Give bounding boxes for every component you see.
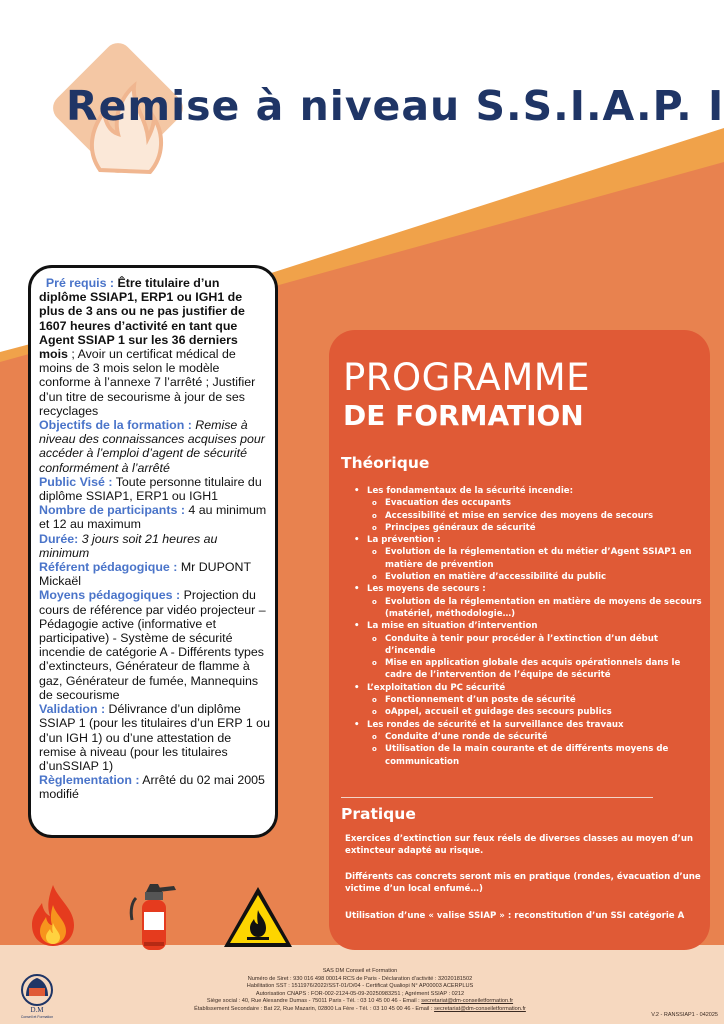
footer-siege bbox=[60, 998, 660, 1006]
theorique-item: • Les rondes de sécurité et la surveillance des travaux bbox=[341, 719, 703, 731]
programme-heading-2: DE FORMATION bbox=[343, 399, 584, 432]
prerequis-rest: ; Avoir un certificat médical de moins de 3 mois selon le modèle conforme à l’annexe 7 l’arrêté ; Justifier d’un titre de secourisme à jour de ses recyclages bbox=[39, 347, 256, 418]
objectifs-label: Objectifs de la formation : bbox=[39, 418, 192, 433]
pratique-paragraph-3: Utilisation d’une « valise SSIAP » : reconstitution d’un SSI catégorie A bbox=[345, 911, 685, 921]
footer-info bbox=[60, 968, 660, 1014]
logo-text: D.M bbox=[30, 1006, 44, 1014]
theorique-subitem: o Evacuation des occupants bbox=[341, 497, 703, 509]
document-version: V.2 - RANSSIAP1 - 042025 bbox=[651, 1012, 718, 1018]
logo-subtext: Conseil et Formation bbox=[20, 1015, 54, 1019]
referent-text: Mr DUPONT Mickaël bbox=[39, 560, 251, 589]
theorique-subitem: o Fonctionnement d’un poste de sécurité bbox=[341, 694, 703, 706]
objectifs-block bbox=[39, 418, 270, 475]
footer-siret: Numéro de Siret : 930 016 498 00014 RCS de Paris - Déclaration d’activité : 32020181502 bbox=[247, 975, 473, 982]
flammable-warning-icon bbox=[222, 884, 294, 950]
footer-secondaire bbox=[60, 1006, 660, 1014]
prerequis-bold: Être titulaire d’un diplôme SSIAP1, ERP1 ou IGH1 de plus de 3 ans ou ne pas justifier de 1607 heures d’activité en tant que Agent SSIAP 1 sur les 36 derniers mois bbox=[39, 276, 245, 362]
theorique-subitem: o Conduite à tenir pour procéder à l’extinction d’un début d’incendie bbox=[341, 633, 703, 658]
theorique-item: • La mise en situation d’intervention bbox=[341, 620, 703, 632]
prerequis-block bbox=[39, 276, 270, 418]
moyens-text: Projection du cours de référence par vidéo projecteur – Pédagogie active (informative et participative) - Système de sécurité incendie de catégorie A - Différents types d’extincteurs, Générateur de flamme à gaz, Générateur de fumée, Mannequins de secourisme bbox=[39, 588, 266, 702]
prerequis-label: Pré requis : bbox=[45, 276, 115, 290]
public-block bbox=[39, 475, 270, 503]
footer-siege-text: Siège social : 40, Rue Alexandre Dumas - 75011 Paris - Tél. : 03 10 45 00 46 - Email : bbox=[206, 998, 420, 1005]
theorique-item: • La prévention : bbox=[341, 534, 703, 546]
theorique-subitem: o Evolution de la réglementation et du métier d’Agent SSIAP1 en matière de prévention bbox=[341, 546, 703, 571]
footer-secondaire-email[interactable]: secretariat@dm-conseiletformation.fr bbox=[434, 1005, 526, 1012]
moyens-block bbox=[39, 588, 270, 702]
objectifs-text: Remise à niveau des connaissances acquises pour accéder à l’emploi d’agent de sécurité conformément à l’arrêté bbox=[39, 418, 265, 475]
theorique-subitem: o oAppel, accueil et guidage des secours publics bbox=[341, 706, 703, 718]
duree-label: Durée: bbox=[39, 531, 79, 546]
pratique-paragraph-2: Différents cas concrets seront mis en pratique (rondes, évacuation d’une victime d’un local enfumé…) bbox=[345, 872, 701, 895]
company-logo bbox=[17, 972, 57, 1020]
page-title: Remise à niveau S.S.I.A.P. I bbox=[66, 82, 724, 130]
reglementation-text: Arrêté du 02 mai 2005 modifié bbox=[39, 773, 265, 802]
theorique-subitem: o Utilisation de la main courante et de différents moyens de communication bbox=[341, 743, 703, 768]
flame-icon bbox=[28, 883, 78, 948]
reglementation-block bbox=[39, 773, 270, 801]
info-card bbox=[28, 265, 278, 838]
theorique-subitem: o Mise en application globale des acquis opérationnels dans le cadre de l’intervention de l’équipe de sécurité bbox=[341, 657, 703, 682]
theorique-subitem: o Accessibilité et mise en service des moyens de secours bbox=[341, 510, 703, 522]
programme-heading-1: PROGRAMME bbox=[343, 356, 591, 399]
theorique-item: • Les moyens de secours : bbox=[341, 583, 703, 595]
nombre-block bbox=[39, 503, 270, 531]
fire-extinguisher-icon bbox=[128, 880, 180, 952]
theorique-subitem: o Evolution de la réglementation en matière de moyens de secours (matériel, méthodologie…) bbox=[341, 596, 703, 621]
pratique-paragraph-1: Exercices d’extinction sur feux réels de diverses classes au moyen d’un extincteur adapté au risque. bbox=[345, 834, 694, 857]
referent-block bbox=[39, 560, 270, 588]
theorique-subitem: o Conduite d’une ronde de sécurité bbox=[341, 731, 703, 743]
duree-block bbox=[39, 532, 270, 560]
footer-habilitation: Habilitation SST : 1511976/2022/SST-01/O/04 - Certificat Qualiopi N° AP00003 ACERPLUS bbox=[246, 983, 474, 990]
theorique-subitem: o Evolution en matière d’accessibilité du public bbox=[341, 571, 703, 583]
validation-label: Validation : bbox=[39, 702, 106, 717]
duree-text: 3 jours soit 21 heures au minimum bbox=[39, 531, 218, 560]
moyens-label: Moyens pédagogiques : bbox=[39, 588, 181, 603]
theorique-list bbox=[341, 485, 703, 768]
theorique-title: Théorique bbox=[341, 454, 430, 472]
footer-secondaire-text: Établissement Secondaire : Bat 22, Rue Mazarin, 02800 La Fère - Tél. : 03 10 45 00 46 - Email : bbox=[194, 1005, 433, 1012]
footer-company: SAS DM Conseil et Formation bbox=[322, 968, 398, 974]
reglementation-label: Règlementation : bbox=[39, 773, 140, 788]
footer-siege-email[interactable]: secretariat@dm-conseiletformation.fr bbox=[421, 998, 514, 1005]
pratique-title: Pratique bbox=[341, 805, 416, 823]
public-text: Toute personne titulaire du diplôme SSIAP1, ERP1 ou IGH1 bbox=[39, 474, 262, 504]
theorique-item: • L’exploitation du PC sécurité bbox=[341, 682, 703, 694]
validation-text: Délivrance d’un diplôme SSIAP 1 (pour les titulaires d’un ERP 1 ou d’un IGH 1) ou d’une attestation de remise à niveau (pour les titulaires d’unSSIAP 1) bbox=[39, 702, 270, 773]
nombre-text: 4 au minimum et 12 au maximum bbox=[39, 503, 267, 532]
programme-card bbox=[329, 330, 710, 950]
nombre-label: Nombre de participants : bbox=[39, 503, 185, 518]
theorique-item: • Les fondamentaux de la sécurité incendie: bbox=[341, 485, 703, 497]
validation-block bbox=[39, 702, 270, 773]
theorique-subitem: o Principes généraux de sécurité bbox=[341, 522, 703, 534]
referent-label: Référent pédagogique : bbox=[39, 560, 178, 575]
public-label: Public Visé : bbox=[39, 474, 113, 489]
footer-autorisation: Autorisation CNAPS : FOR-002-2124-05-09-20250983251 ; Agrément SSIAP : 0212 bbox=[255, 990, 465, 997]
section-divider bbox=[341, 797, 653, 798]
